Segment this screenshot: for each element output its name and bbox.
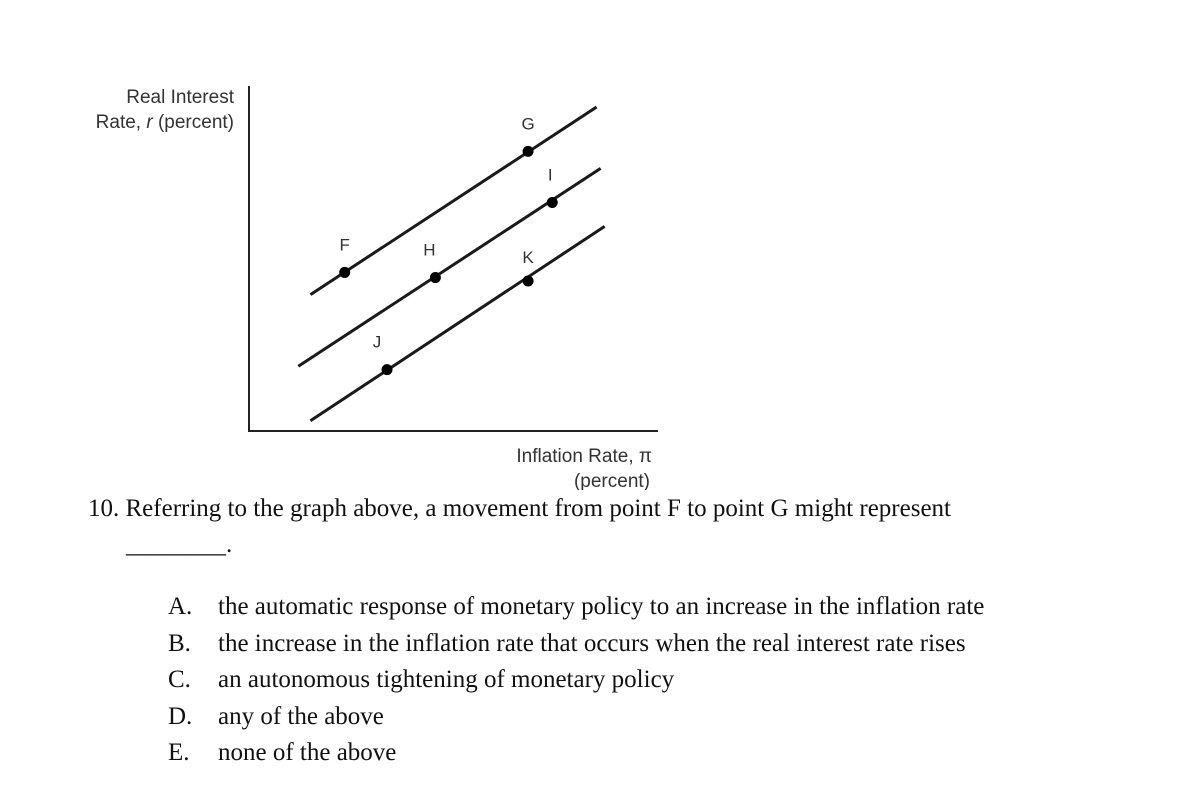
point-label-f: F <box>339 235 350 255</box>
point-j <box>382 364 393 375</box>
option-text: the automatic response of monetary policy to an increase in the inflation rate <box>218 593 985 620</box>
point-label-h: H <box>423 240 436 260</box>
series-line-lower <box>310 226 604 420</box>
option-c[interactable] <box>168 662 984 699</box>
point-label-i: I <box>547 165 553 185</box>
option-text: none of the above <box>218 739 397 766</box>
option-a[interactable] <box>168 589 984 626</box>
question <box>88 491 1148 563</box>
point-label-j: J <box>372 332 382 352</box>
y-axis-label-line2: Rate, r (percent) <box>95 112 234 133</box>
point-h <box>430 272 441 283</box>
option-text: an autonomous tightening of monetary policy <box>218 666 675 693</box>
question-text: 10. Referring to the graph above, a movement from point F to point G might represent <box>88 495 952 522</box>
x-axis-label-unit: (percent) <box>573 471 650 490</box>
option-letter: C. <box>168 666 191 693</box>
x-axis-label: Inflation Rate, π <box>516 446 652 467</box>
option-letter: B. <box>168 629 191 657</box>
point-i <box>547 197 558 208</box>
option-e[interactable] <box>168 735 984 772</box>
option-b[interactable] <box>168 626 984 663</box>
answer-options <box>168 589 984 772</box>
option-letter: A. <box>168 593 193 620</box>
point-k <box>523 275 534 286</box>
option-d[interactable] <box>168 699 984 736</box>
point-f <box>339 267 350 278</box>
option-letter: D. <box>168 702 193 730</box>
point-label-k: K <box>522 247 534 267</box>
answer-blank: ________. <box>126 531 233 558</box>
point-label-g: G <box>521 114 535 134</box>
y-axis-label-line1: Real Interest <box>126 87 234 108</box>
point-g <box>523 146 534 157</box>
option-text: any of the above <box>218 702 384 730</box>
option-text: the increase in the inflation rate that occurs when the real interest rate rises <box>218 629 966 657</box>
option-letter: E. <box>168 739 190 766</box>
